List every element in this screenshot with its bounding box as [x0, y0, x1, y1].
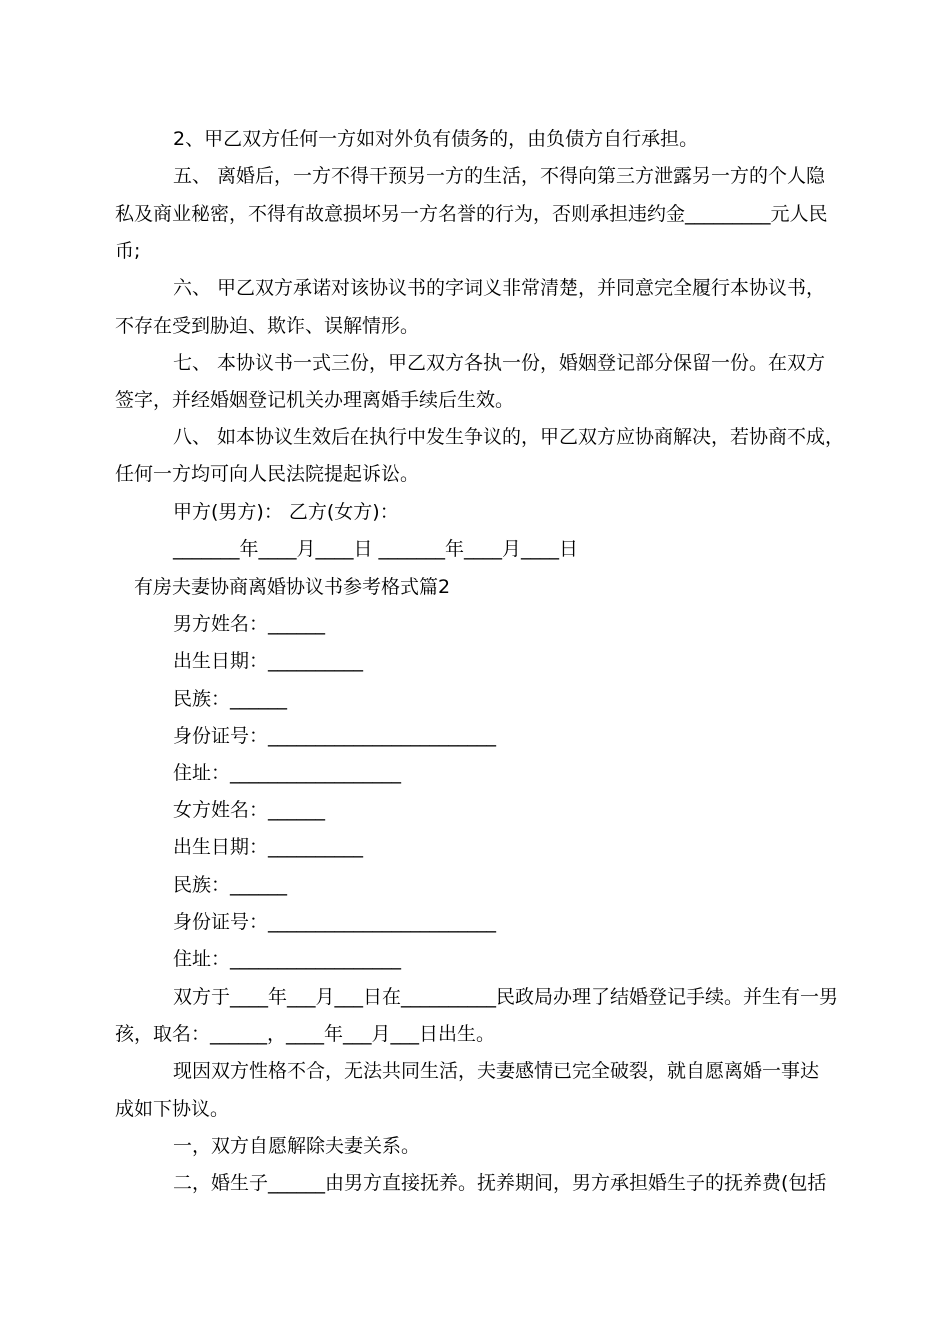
- clause-8-line-1: 八、 如本协议生效后在执行中发生争议的，甲乙双方应协商解决，若协商不成，: [173, 426, 845, 448]
- clause-debt: 2、甲乙双方任何一方如对外负有债务的，由负债方自行承担。: [173, 128, 699, 150]
- clause-7-line-1: 七、 本协议书一式三份，甲乙双方各执一份，婚姻登记部分保留一份。在双方: [173, 352, 826, 374]
- female-id-field: 身份证号：________________________: [173, 911, 497, 933]
- male-birthdate-field: 出生日期：__________: [173, 650, 364, 672]
- marriage-info-line-2: 孩，取名：______，____年___月___日出生。: [115, 1023, 496, 1045]
- male-ethnicity-field: 民族：______: [173, 688, 288, 710]
- signature-dates: _______年____月____日 _______年____月____日: [173, 538, 579, 560]
- reason-line-2: 成如下协议。: [115, 1098, 230, 1120]
- female-ethnicity-field: 民族：______: [173, 874, 288, 896]
- female-name-field: 女方姓名：______: [173, 799, 326, 821]
- female-address-field: 住址：__________________: [173, 948, 402, 970]
- marriage-info-line-1: 双方于____年___月___日在__________民政局办理了结婚登记手续。并生有一男: [173, 986, 839, 1008]
- agreement-item-1: 一，双方自愿解除夫妻关系。: [173, 1135, 421, 1157]
- male-id-field: 身份证号：________________________: [173, 725, 497, 747]
- clause-5-line-2: 私及商业秘密，不得有故意损坏另一方名誉的行为，否则承担违约金_________元人民: [115, 203, 828, 225]
- male-address-field: 住址：__________________: [173, 762, 402, 784]
- clause-8-line-2: 任何一方均可向人民法院提起诉讼。: [115, 463, 420, 485]
- signature-parties: 甲方(男方)： 乙方(女方)：: [173, 501, 399, 523]
- female-birthdate-field: 出生日期：__________: [173, 836, 364, 858]
- clause-6-line-1: 六、 甲乙双方承诺对该协议书的字词义非常清楚，并同意完全履行本协议书，: [173, 277, 826, 299]
- male-name-field: 男方姓名：______: [173, 613, 326, 635]
- clause-5-line-3: 币;: [115, 240, 141, 262]
- clause-7-line-2: 签字，并经婚姻登记机关办理离婚手续后生效。: [115, 389, 515, 411]
- agreement-item-2: 二，婚生子______由男方直接抚养。抚养期间，男方承担婚生子的抚养费(包括: [173, 1172, 827, 1194]
- reason-line-1: 现因双方性格不合，无法共同生活，夫妻感情已完全破裂，就自愿离婚一事达: [173, 1060, 820, 1082]
- clause-5-line-1: 五、 离婚后，一方不得干预另一方的生活，不得向第三方泄露另一方的个人隐: [173, 165, 826, 187]
- section-title: 有房夫妻协商离婚协议书参考格式篇2: [134, 576, 451, 598]
- clause-6-line-2: 不存在受到胁迫、欺诈、误解情形。: [115, 315, 420, 337]
